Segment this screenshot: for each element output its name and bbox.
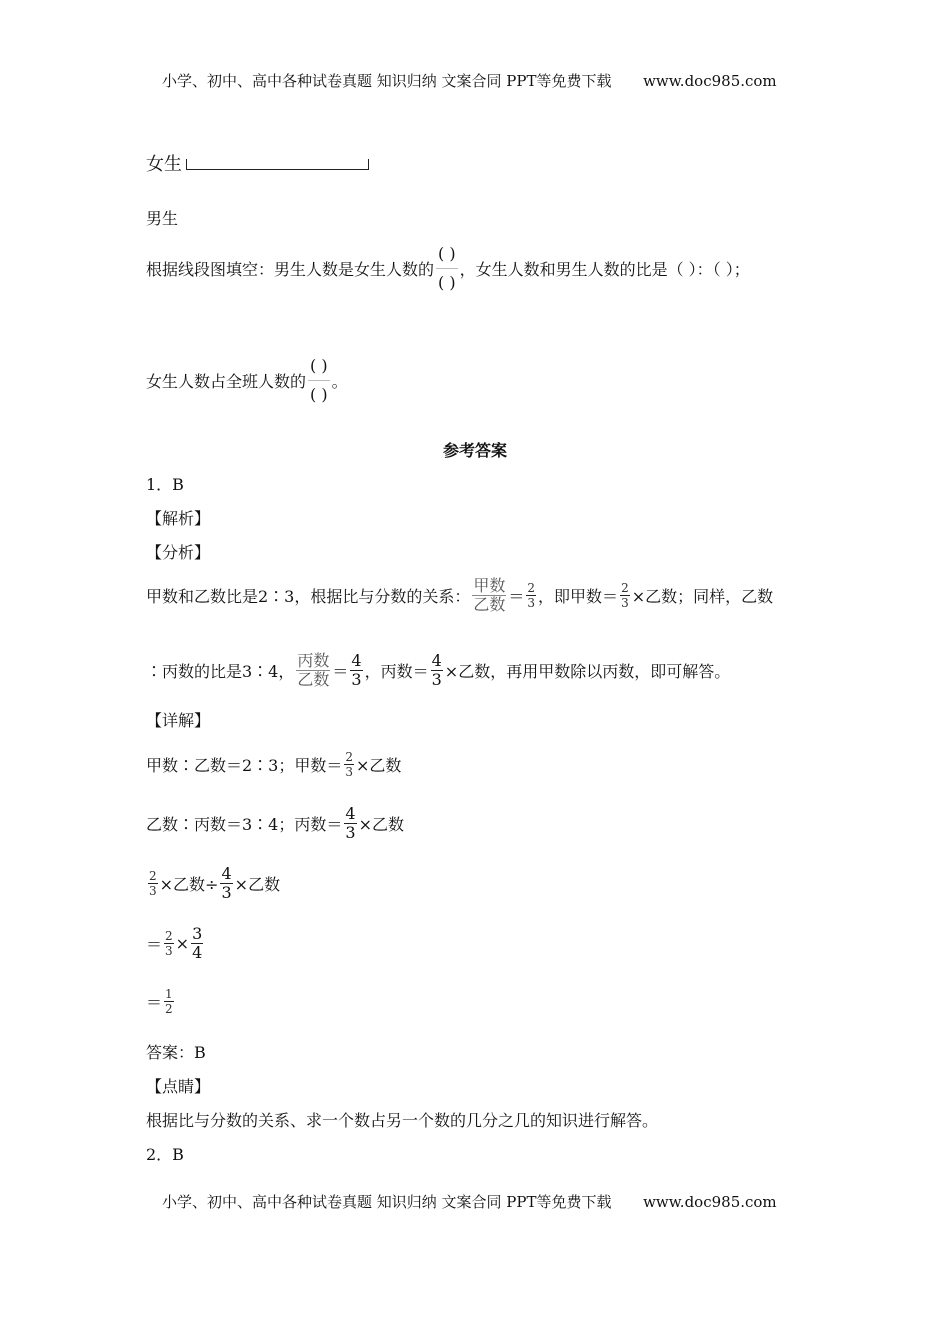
detail-step-1 xyxy=(146,740,401,788)
footer-left-text: 小学、初中、高中各种试卷真题 知识归纳 文案合同 PPT等免费下载 xyxy=(162,1193,612,1211)
fraction-2-3: $\frac{2}{3}$ xyxy=(149,868,157,898)
times-sign: × xyxy=(175,933,190,953)
fenxi-line-1 xyxy=(146,570,773,620)
dianjing-heading: 【点睛】 xyxy=(146,1077,211,1096)
fraction-2-3: $\frac{2}{3}$ xyxy=(527,580,536,610)
page-header xyxy=(162,70,777,91)
footer-site-link[interactable]: www.doc985.com xyxy=(643,1193,777,1211)
fraction-3-4: $\frac{3}{4}$ xyxy=(192,923,203,962)
step-2-text-a: 乙数∶丙数＝3∶4；丙数＝ xyxy=(146,814,343,834)
boys-label: 男生 xyxy=(146,209,179,228)
detail-step-4 xyxy=(146,918,205,968)
header-site-link[interactable]: www.doc985.com xyxy=(643,72,777,90)
answer-line: 答案：B xyxy=(146,1043,206,1062)
detail-step-3 xyxy=(146,858,280,908)
detail-step-5 xyxy=(146,978,176,1024)
fenxi-line-1-text-a: 甲数和乙数比是2∶3，根据比与分数的关系： xyxy=(146,586,471,606)
question-line-2-suffix: 。 xyxy=(331,371,348,391)
step-2-text-b: ×乙数 xyxy=(358,814,404,834)
equals-sign: ＝ xyxy=(508,586,525,606)
fraction-2-3: $\frac{2}{3}$ xyxy=(165,928,173,958)
question-line-1-suffix: ，女生人数和男生人数的比是（ ）：（ ）； xyxy=(459,259,750,279)
fraction-1-2: $\frac{1}{2}$ xyxy=(165,986,173,1016)
blank-fraction-1[interactable]: $\frac{( )}{( )}$ xyxy=(438,243,456,292)
fraction-2-3: $\frac{2}{3}$ xyxy=(345,749,354,779)
fraction-jia-over-yi: $\frac{\text{甲数}}{\text{乙数}}$ xyxy=(473,575,506,614)
fraction-4-3: $\frac{4}{3}$ xyxy=(221,863,232,902)
fraction-bing-over-yi: $\frac{\text{丙数}}{\text{乙数}}$ xyxy=(297,650,330,689)
xiangjie-heading: 【详解】 xyxy=(146,711,211,730)
page-footer xyxy=(162,1191,777,1212)
question-line-1 xyxy=(146,238,750,298)
question-line-1-prefix: 根据线段图填空：男生人数是女生人数的 xyxy=(146,259,435,279)
fenxi-heading: 【分析】 xyxy=(146,543,211,562)
fenxi-line-1-text-b: ，即甲数＝ xyxy=(538,586,619,606)
dianjing-text: 根据比与分数的关系、求一个数占另一个数的几分之几的知识进行解答。 xyxy=(146,1111,659,1130)
fenxi-line-1-text-c: ×乙数；同样，乙数 xyxy=(631,586,774,606)
step-1-text-a: 甲数∶乙数＝2∶3；甲数＝ xyxy=(146,755,343,775)
q2-answer-label: 2．B xyxy=(146,1145,184,1164)
fraction-4-3: $\frac{4}{3}$ xyxy=(351,650,362,689)
q1-answer-label: 1．B xyxy=(146,475,184,494)
question-line-2-prefix: 女生人数占全班人数的 xyxy=(146,371,307,391)
answers-title: 参考答案 xyxy=(442,441,507,460)
fraction-4-3: $\frac{4}{3}$ xyxy=(431,650,442,689)
step-3-text-b: ×乙数 xyxy=(234,874,281,894)
equals-sign: ＝ xyxy=(332,661,349,681)
fenxi-line-2 xyxy=(146,645,730,695)
header-left-text: 小学、初中、高中各种试卷真题 知识归纳 文案合同 PPT等免费下载 xyxy=(162,72,612,90)
fenxi-line-2-text-c: ×乙数，再用甲数除以丙数，即可解答。 xyxy=(444,661,731,681)
equals-sign: ＝ xyxy=(146,992,163,1012)
step-3-text-a: ×乙数÷ xyxy=(159,874,219,894)
fraction-2-3: $\frac{2}{3}$ xyxy=(621,580,629,610)
fraction-4-3: $\frac{4}{3}$ xyxy=(345,803,356,842)
fenxi-line-2-text-a: ∶丙数的比是3∶4， xyxy=(146,661,295,681)
question-line-2 xyxy=(146,350,348,410)
jiexi-heading: 【解析】 xyxy=(146,509,211,528)
fenxi-line-2-text-b: ，丙数＝ xyxy=(364,661,429,681)
blank-fraction-2[interactable]: $\frac{( )}{( )}$ xyxy=(310,355,328,404)
girls-label: 女生 xyxy=(146,154,182,175)
equals-sign: ＝ xyxy=(146,934,163,954)
detail-step-2 xyxy=(146,798,404,848)
step-1-text-b: ×乙数 xyxy=(356,755,402,775)
